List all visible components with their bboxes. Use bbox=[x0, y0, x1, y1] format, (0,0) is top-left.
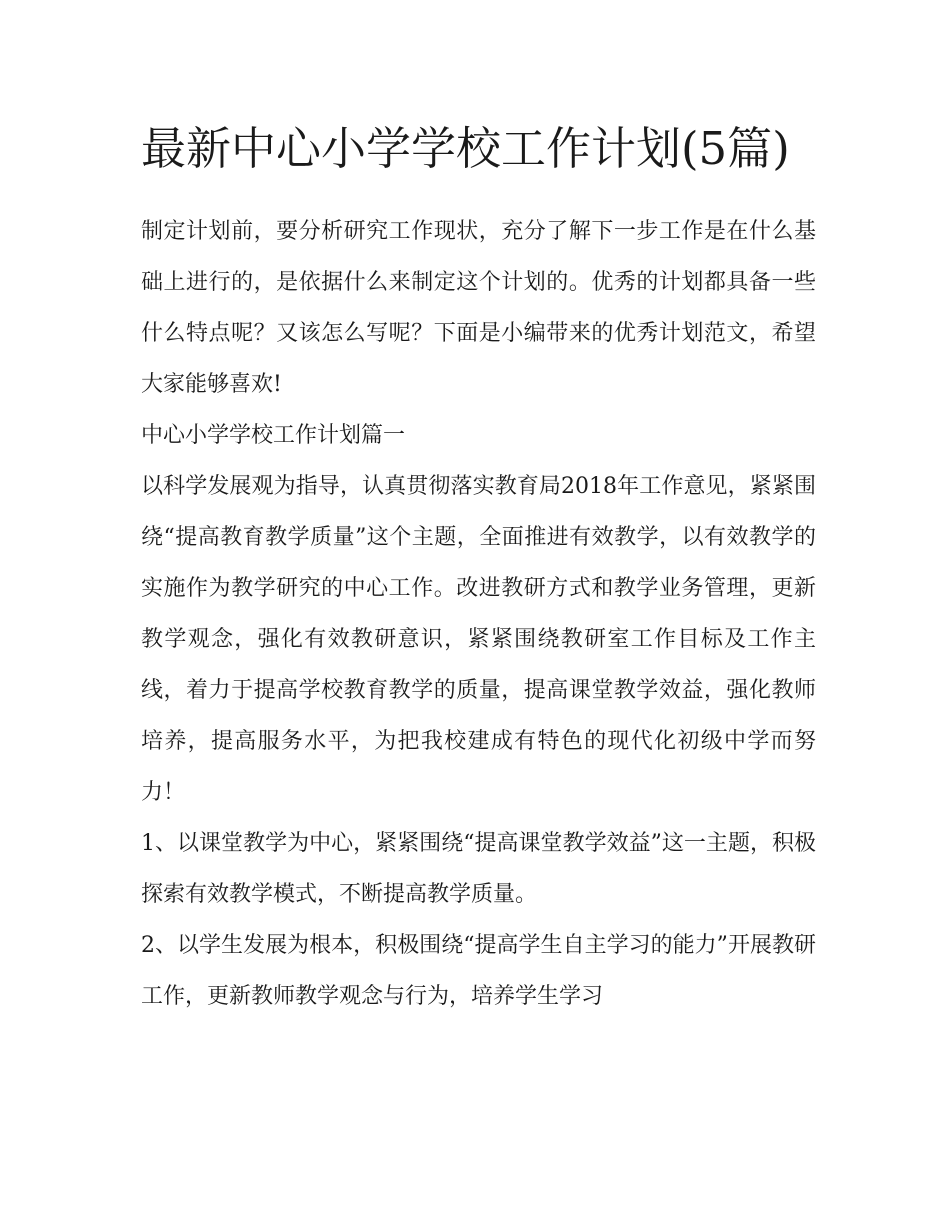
document-title: 最新中心小学学校工作计划(5篇) bbox=[141, 122, 790, 175]
intro-paragraph: 制定计划前，要分析研究工作现状，充分了解下一步工作是在什么基础上进行的，是依据什么来制定这个计划的。优秀的计划都具备一些什么特点呢？又该怎么写呢？下面是小编带来的优秀计划范文，希望大家能够喜欢! bbox=[141, 219, 816, 397]
section-heading: 中心小学学校工作计划篇一 bbox=[141, 423, 406, 448]
document-page bbox=[141, 112, 816, 1022]
body-paragraph: 以科学发展观为指导，认真贯彻落实教育局2018年工作意见，紧紧围绕“提高教育教学质量”这个主题，全面推进有效教学，以有效教学的实施作为教学研究的中心工作。改进教研方式和教学业务管理，更新教学观念，强化有效教研意识，紧紧围绕教研室工作目标及工作主线，着力于提高学校教育教学的质量，提高课堂教学效益，强化教师培养，提高服务水平，为把我校建成有特色的现代化初级中学而努力！ bbox=[141, 474, 816, 805]
list-item-1: 1、以课堂教学为中心，紧紧围绕“提高课堂教学效益”这一主题，积极探索有效教学模式，不断提高教学质量。 bbox=[141, 831, 816, 907]
list-item-2: 2、以学生发展为根本，积极围绕“提高学生自主学习的能力”开展教研工作，更新教师教学观念与行为，培养学生学习 bbox=[141, 933, 816, 1009]
